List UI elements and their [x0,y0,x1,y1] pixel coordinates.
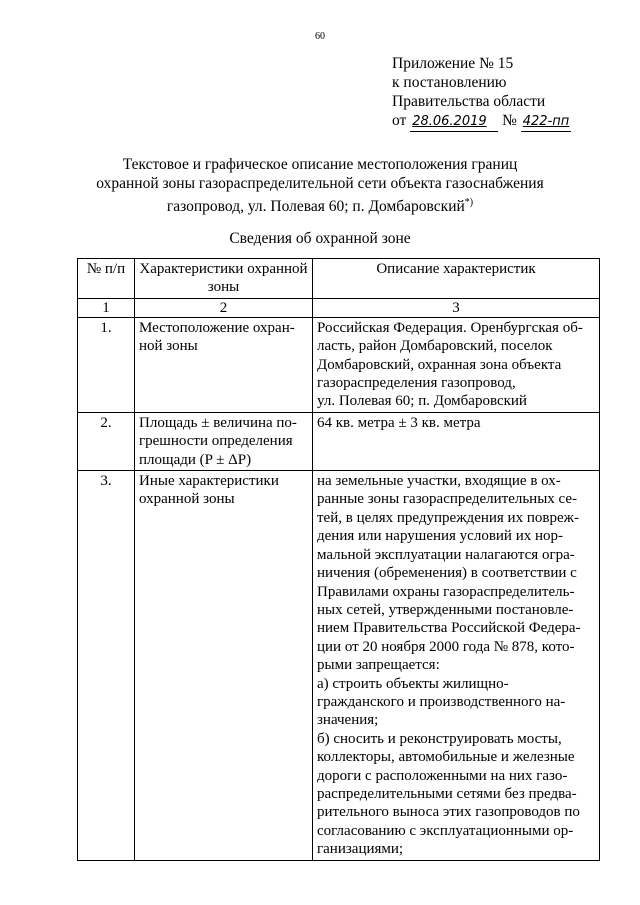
description-line: ных сетей, утвержденными постановле- [317,601,574,618]
description-line: рыми запрещается: [317,657,440,674]
row-number: 1. [78,317,135,412]
title-line-3: газопровод, ул. Полевая 60; п. Домбаровский*) [166,197,474,216]
header-number: № п/п [78,259,135,299]
description-line: мальной эксплуатации налагаются огра- [317,546,575,563]
description-line: Российская Федерация. Оренбургская об- [317,319,583,336]
description-line: ничения (обременения) в соответствии с [317,565,577,582]
description-line: ции от 20 ноября 2000 года № 878, кото- [317,638,575,655]
table-header-row [78,259,600,299]
header-description: Описание характеристик [313,259,600,299]
description-line: ганизациями; [317,841,404,858]
title-line-1: Текстовое и графическое описание местоположения границ [122,156,518,173]
number-prefix: № [502,112,517,129]
appendix-line-2: к постановлению [392,74,507,91]
date-prefix: от [392,112,407,129]
description-line: а) строить объекты жилищно- [317,675,509,692]
table-index-row: 1 2 3 [78,298,600,317]
document-title [0,155,640,216]
description-line: согласованию с эксплуатационными ор- [317,822,574,839]
appendix-line-1: Приложение № 15 [392,55,514,72]
row-description [313,412,600,470]
handwritten-number: 422-пп [522,114,570,129]
description-line: дения или нарушения условий их нор- [317,528,564,545]
table-row [78,412,600,470]
description-line: значения; [317,712,379,729]
row-characteristic: Местоположение охран-ной зоны [135,317,313,412]
description-line: 64 кв. метра ± 3 кв. метра [317,414,481,431]
description-line: ласть, район Домбаровский, поселок [317,338,553,355]
description-line: Домбаровский, охранная зона объекта [317,356,562,373]
description-line: коллекторы, автомобильные и железные [317,749,575,766]
row-description [313,317,600,412]
description-line: ул. Полевая 60; п. Домбаровский [317,393,527,410]
description-line: Правилами охраны газораспределитель- [317,583,575,600]
row-description [313,471,600,861]
row-number: 3. [78,471,135,861]
appendix-date-line [392,111,571,132]
description-line: газораспределения газопровод, [317,375,516,392]
handwritten-date: 28.06.2019 [412,114,487,129]
row-number: 2. [78,412,135,470]
row-characteristic: Иные характеристики охранной зоны [135,471,313,861]
table-row [78,471,600,861]
zone-info-table [77,258,600,861]
section-title: Сведения об охранной зоне [229,230,411,247]
description-line: б) сносить и реконструировать мосты, [317,730,562,747]
description-line: тей, в целях предупреждения их повреж- [317,509,579,526]
description-line: дороги с расположенными на них газо- [317,767,568,784]
appendix-line-3: Правительства области [392,93,546,110]
description-line: гражданского и производственного на- [317,693,566,710]
header-characteristic: Характеристики охранной зоны [135,259,313,299]
title-line-2: охранной зоны газораспределительной сети объекта газоснабжения [96,175,544,192]
description-line: рительного выноса этих газопроводов по [317,804,580,821]
appendix-block [392,54,571,132]
description-line: ранные зоны газораспределительных се- [317,491,578,508]
page-number: 60 [315,31,325,42]
row-characteristic: Площадь ± величина по-грешности определения площади (P ± ΔP) [135,412,313,470]
footnote-mark: *) [464,197,474,208]
description-line: на земельные участки, входящие в ох- [317,473,561,490]
description-line: распределительными сетями без предва- [317,785,577,802]
description-line: нием Правительства Российской Федера- [317,620,581,637]
table-row [78,317,600,412]
